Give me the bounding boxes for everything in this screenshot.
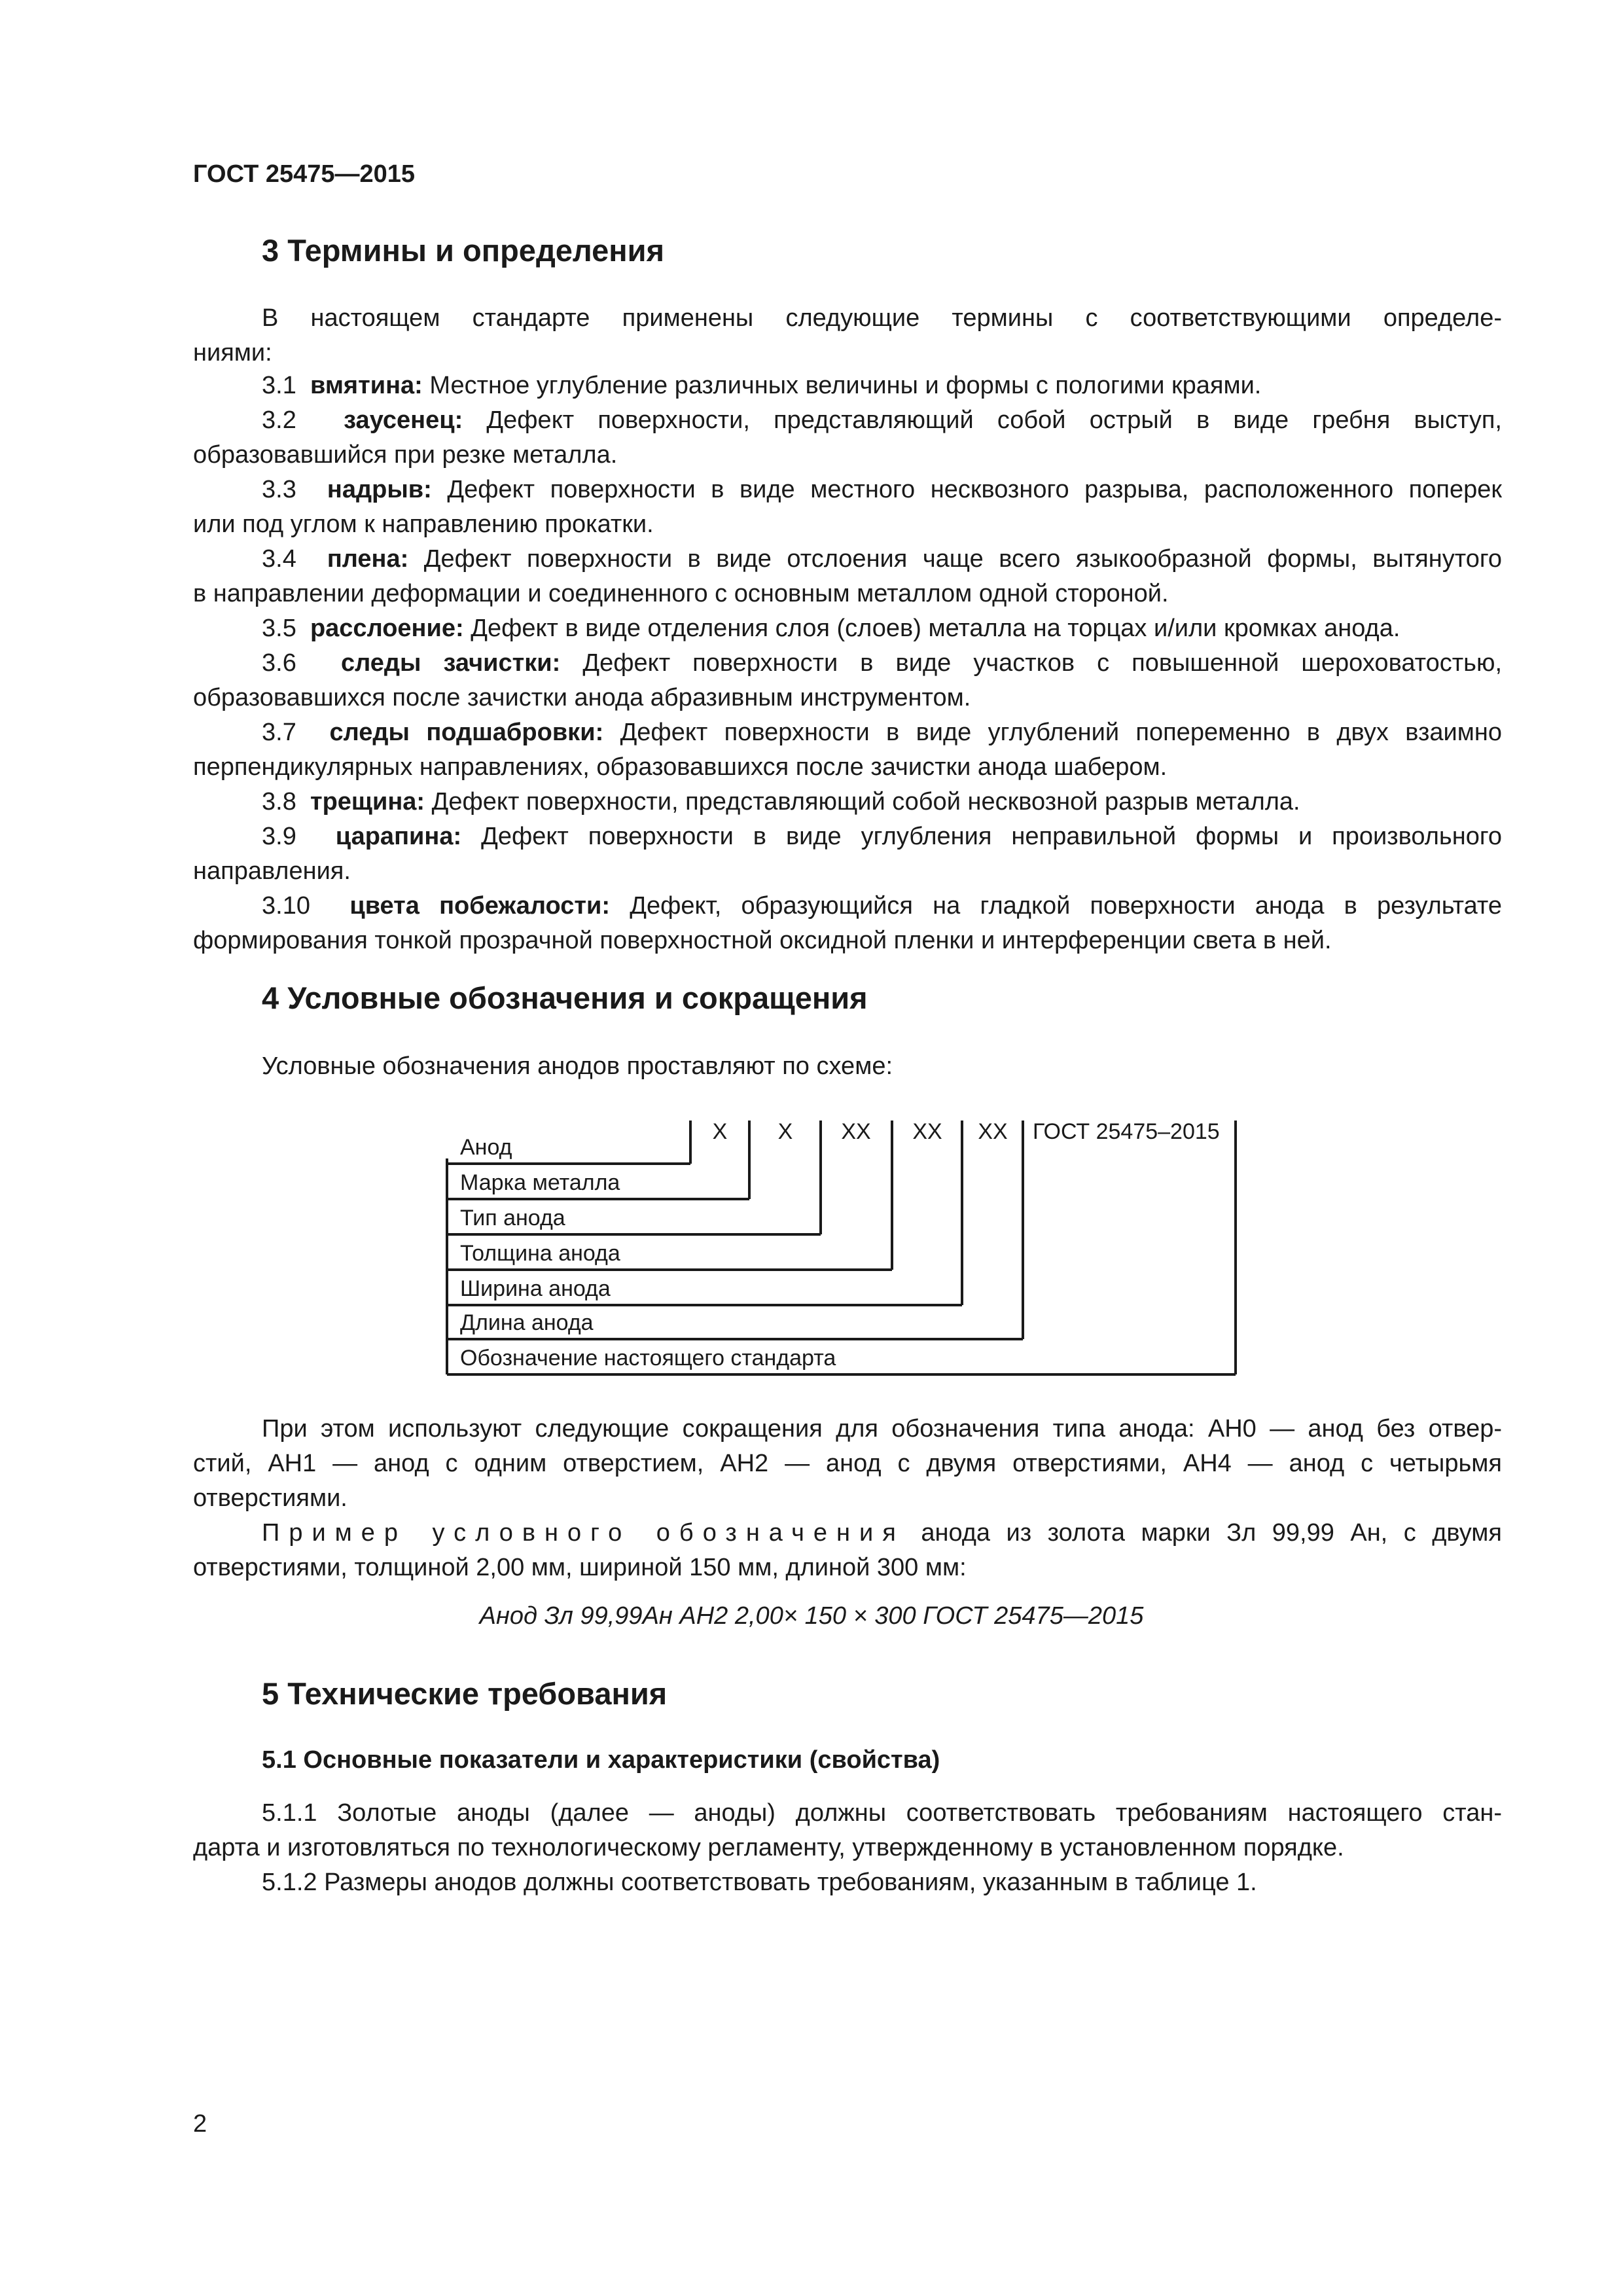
term-3-5: 3.5 расслоение: Дефект в виде отделения слоя (слоев) металла на торцах и/или кромках анода. [262, 615, 1400, 642]
section-4-intro: Условные обозначения анодов проставляют по схеме: [262, 1052, 893, 1080]
term-3-10: 3.10 цвета побежалости: Дефект, образующийся на гладкой поверхности анода в результате формирования тонкой прозрачной поверхностной оксидной пленки и интерференции света в ней. [193, 892, 1503, 954]
scheme-row-standard: Обозначение настоящего стандарта [460, 1346, 836, 1371]
scheme-code-4: XX [912, 1119, 942, 1144]
section-3-intro: В настоящем стандарте применены следующие термины с соответствующими определе- ниями: [193, 304, 1502, 367]
term-3-6: 3.6 следы зачистки: Дефект поверхности в виде участков с повышенной шероховатостью, образовавшихся после зачистки анода абразивным инструментом. [193, 649, 1503, 711]
term-3-9: 3.9 царапина: Дефект поверхности в виде углубления неправильной формы и произвольного направления. [193, 823, 1502, 885]
section-4-title: 4 Условные обозначения и сокращения [262, 980, 868, 1015]
scheme-row-width: Ширина анода [460, 1276, 611, 1301]
example-designation: Анод Зл 99,99Ан АН2 2,00× 150 × 300 ГОСТ 25475—2015 [479, 1602, 1144, 1630]
scheme-row-metal-grade: Марка металла [460, 1170, 620, 1195]
clause-5-1-1: 5.1.1 Золотые аноды (далее — аноды) должны соответствовать требованиям настоящего стан- дарта и изготовляться по технологическому регламенту, утвержденному в установленном порядке. [193, 1799, 1502, 1861]
scheme-code-1: X [712, 1119, 728, 1144]
scheme-row-length: Длина анода [460, 1310, 594, 1335]
term-3-8: 3.8 трещина: Дефект поверхности, представляющий собой несквозной разрыв металла. [262, 788, 1300, 816]
term-3-2: 3.2 заусенец: Дефект поверхности, представляющий собой острый в виде гребня выступ, образовавшийся при резке металла. [193, 406, 1502, 469]
example-paragraph: Пример условного обозначения анода из золота марки Зл 99,99 Ан, с двумя отверстиями, толщиной 2,00 мм, шириной 150 мм, длиной 300 мм: [193, 1519, 1502, 1581]
abbreviations-paragraph: При этом используют следующие сокращения для обозначения типа анода: АН0 — анод без отвер- стий, АН1 — анод с одним отверстием, АН2 — анод с двумя отверстиями, АН4 — анод с четырьмя отверстиями. [193, 1415, 1502, 1512]
scheme-code-2: X [777, 1119, 793, 1144]
scheme-row-anode-type: Тип анода [460, 1206, 565, 1230]
scheme-head-label: Анод [460, 1135, 512, 1160]
page-number: 2 [193, 2110, 207, 2138]
term-3-3: 3.3 надрыв: Дефект поверхности в виде местного несквозного разрыва, расположенного поперек или под углом к направлению прокатки. [193, 476, 1502, 538]
scheme-code-5: XX [978, 1119, 1008, 1144]
section-3-title: 3 Термины и определения [262, 233, 664, 268]
scheme-code-3: XX [841, 1119, 871, 1144]
document-code: ГОСТ 25475—2015 [193, 160, 416, 188]
term-3-1: 3.1 вмятина: Местное углубление различных величины и формы с пологими краями. [262, 372, 1262, 399]
scheme-row-thickness: Толщина анода [460, 1241, 620, 1266]
clause-5-1-2: 5.1.2 Размеры анодов должны соответствовать требованиям, указанным в таблице 1. [262, 1869, 1257, 1896]
term-3-4: 3.4 плена: Дефект поверхности в виде отслоения чаще всего языкообразной формы, вытянутого в направлении деформации и соединенного с основным металлом одной стороной. [193, 545, 1503, 607]
subsection-5-1-title: 5.1 Основные показатели и характеристики (свойства) [262, 1746, 940, 1774]
scheme-standard: ГОСТ 25475–2015 [1033, 1119, 1220, 1144]
term-3-7: 3.7 следы подшабровки: Дефект поверхности в виде углублений попеременно в двух взаимно перпендикулярных направлениях, образовавшихся после зачистки анода шабером. [193, 719, 1502, 781]
section-5-title: 5 Технические требования [262, 1676, 668, 1711]
